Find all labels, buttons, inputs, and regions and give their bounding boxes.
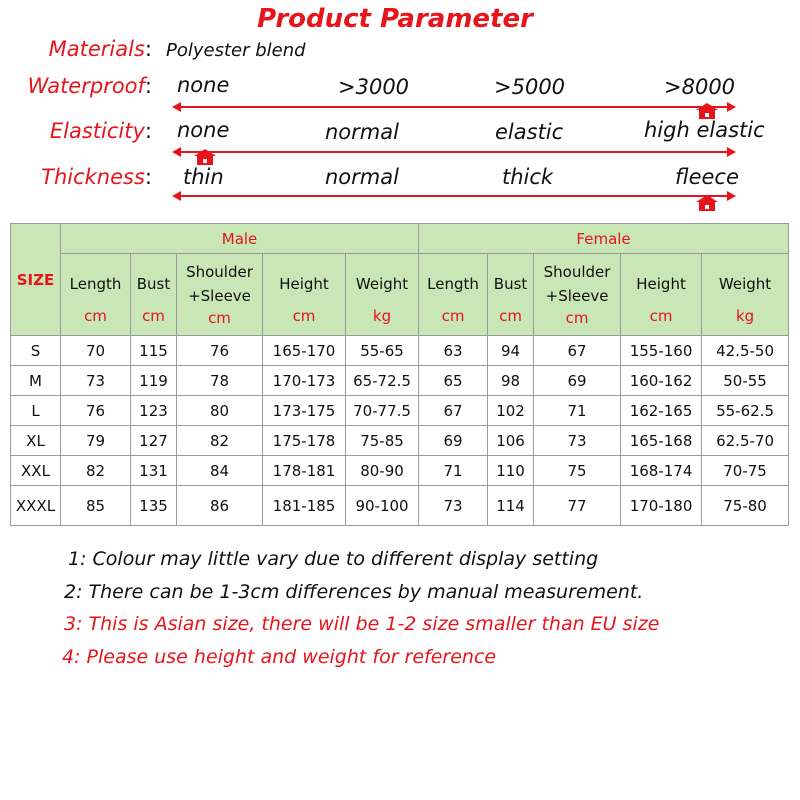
- thickness-option-thick: thick: [502, 165, 554, 189]
- size-cell: L: [11, 396, 61, 426]
- male-cell: 70-77.5: [346, 396, 419, 426]
- female-cell: 50-55: [702, 366, 789, 396]
- size-cell: XXL: [11, 456, 61, 486]
- female-cell: 102: [488, 396, 534, 426]
- male-cell: 173-175: [263, 396, 346, 426]
- waterproof-label: Waterproof:: [27, 74, 152, 98]
- size-header: SIZE: [11, 224, 61, 336]
- table-row: [11, 486, 789, 526]
- page-title: Product Parameter: [257, 4, 533, 34]
- male-cell: 135: [131, 486, 177, 526]
- female-cell: 42.5-50: [702, 336, 789, 366]
- table-row: [11, 366, 789, 396]
- female-cell: 71: [534, 396, 621, 426]
- elasticity-option-high-elastic: high elastic: [644, 118, 765, 142]
- female-cell: 69: [419, 426, 488, 456]
- note-1: 1: Colour may little vary due to different display setting: [68, 548, 599, 570]
- female-cell: 155-160: [621, 336, 702, 366]
- male-cell: 86: [177, 486, 263, 526]
- elasticity-option-none: none: [177, 118, 230, 142]
- female-cell: 165-168: [621, 426, 702, 456]
- column-header-female-weight: Weight kg: [702, 254, 789, 336]
- size-cell: XXXL: [11, 486, 61, 526]
- thickness-option-normal: normal: [325, 165, 399, 189]
- female-cell: 63: [419, 336, 488, 366]
- thickness-selected-marker-icon: [696, 195, 718, 211]
- waterproof-scale-arrow: [172, 101, 736, 113]
- male-cell: 70: [61, 336, 131, 366]
- column-header-row: [11, 254, 789, 336]
- female-cell: 62.5-70: [702, 426, 789, 456]
- female-cell: 106: [488, 426, 534, 456]
- waterproof-option-3000: >3000: [338, 75, 410, 99]
- male-cell: 85: [61, 486, 131, 526]
- female-cell: 70-75: [702, 456, 789, 486]
- male-cell: 170-173: [263, 366, 346, 396]
- male-cell: 165-170: [263, 336, 346, 366]
- note-3: 3: This is Asian size, there will be 1-2 size smaller than EU size: [64, 613, 660, 635]
- thickness-label: Thickness:: [41, 165, 152, 189]
- male-cell: 75-85: [346, 426, 419, 456]
- note-2: 2: There can be 1-3cm differences by manual measurement.: [64, 581, 644, 603]
- female-cell: 55-62.5: [702, 396, 789, 426]
- table-row: [11, 456, 789, 486]
- female-cell: 75: [534, 456, 621, 486]
- female-cell: 98: [488, 366, 534, 396]
- note-4: 4: Please use height and weight for reference: [62, 646, 497, 668]
- table-row: [11, 336, 789, 366]
- male-cell: 178-181: [263, 456, 346, 486]
- materials-value: Polyester blend: [166, 40, 306, 61]
- female-cell: 71: [419, 456, 488, 486]
- column-header-female-bust: Bust cm: [488, 254, 534, 336]
- male-cell: 76: [177, 336, 263, 366]
- male-cell: 80: [177, 396, 263, 426]
- column-header-male-weight: Weight kg: [346, 254, 419, 336]
- column-header-female-length: Length cm: [419, 254, 488, 336]
- materials-label: Materials:: [48, 37, 152, 61]
- table-row: [11, 396, 789, 426]
- male-cell: 78: [177, 366, 263, 396]
- female-cell: 67: [534, 336, 621, 366]
- group-header-female: Female: [419, 224, 789, 254]
- elasticity-selected-marker-icon: [194, 149, 216, 165]
- male-cell: 84: [177, 456, 263, 486]
- female-cell: 110: [488, 456, 534, 486]
- female-cell: 162-165: [621, 396, 702, 426]
- thickness-option-thin: thin: [183, 165, 224, 189]
- male-cell: 181-185: [263, 486, 346, 526]
- male-cell: 115: [131, 336, 177, 366]
- size-chart-table: [10, 223, 789, 526]
- male-cell: 82: [177, 426, 263, 456]
- elasticity-scale-arrow: [172, 146, 736, 158]
- male-cell: 76: [61, 396, 131, 426]
- male-cell: 127: [131, 426, 177, 456]
- male-cell: 73: [61, 366, 131, 396]
- female-cell: 69: [534, 366, 621, 396]
- female-cell: 160-162: [621, 366, 702, 396]
- female-cell: 170-180: [621, 486, 702, 526]
- female-cell: 77: [534, 486, 621, 526]
- female-cell: 65: [419, 366, 488, 396]
- female-cell: 94: [488, 336, 534, 366]
- column-header-male-bust: Bust cm: [131, 254, 177, 336]
- waterproof-selected-marker-icon: [696, 103, 718, 119]
- size-cell: S: [11, 336, 61, 366]
- waterproof-option-8000: >8000: [664, 75, 736, 99]
- thickness-scale-arrow: [172, 190, 736, 202]
- elasticity-option-elastic: elastic: [495, 120, 564, 144]
- male-cell: 55-65: [346, 336, 419, 366]
- column-header-male-length: Length cm: [61, 254, 131, 336]
- male-cell: 79: [61, 426, 131, 456]
- male-cell: 119: [131, 366, 177, 396]
- female-cell: 114: [488, 486, 534, 526]
- female-cell: 67: [419, 396, 488, 426]
- column-header-male-height: Height cm: [263, 254, 346, 336]
- male-cell: 131: [131, 456, 177, 486]
- size-cell: M: [11, 366, 61, 396]
- male-cell: 175-178: [263, 426, 346, 456]
- size-rows: [11, 336, 789, 526]
- male-cell: 82: [61, 456, 131, 486]
- male-cell: 90-100: [346, 486, 419, 526]
- female-cell: 73: [534, 426, 621, 456]
- table-row: [11, 426, 789, 456]
- column-header-female-height: Height cm: [621, 254, 702, 336]
- column-header-female-shoulder: Shoulder +Sleeve cm: [534, 254, 621, 336]
- group-header-male: Male: [61, 224, 419, 254]
- elasticity-option-normal: normal: [325, 120, 399, 144]
- waterproof-option-5000: >5000: [494, 75, 566, 99]
- elasticity-label: Elasticity:: [49, 119, 152, 143]
- male-cell: 80-90: [346, 456, 419, 486]
- column-header-male-shoulder: Shoulder +Sleeve cm: [177, 254, 263, 336]
- female-cell: 75-80: [702, 486, 789, 526]
- female-cell: 73: [419, 486, 488, 526]
- male-cell: 65-72.5: [346, 366, 419, 396]
- male-cell: 123: [131, 396, 177, 426]
- thickness-option-fleece: fleece: [675, 165, 739, 189]
- female-cell: 168-174: [621, 456, 702, 486]
- size-cell: XL: [11, 426, 61, 456]
- waterproof-option-none: none: [177, 73, 230, 97]
